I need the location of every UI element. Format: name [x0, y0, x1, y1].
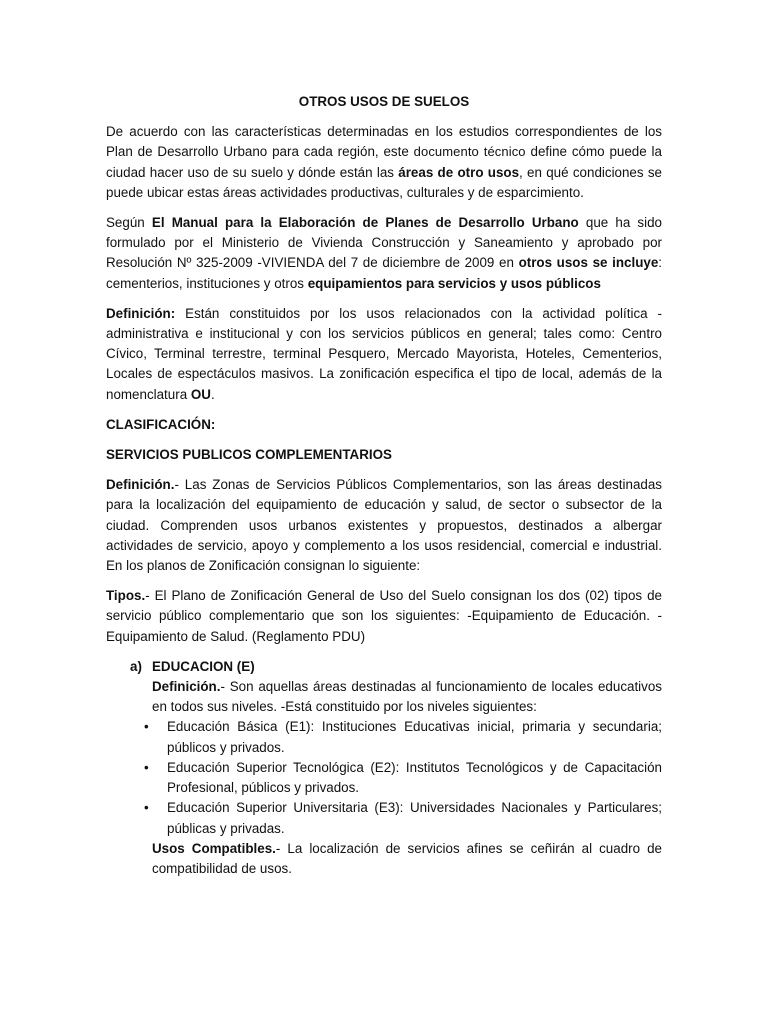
educacion-definition [152, 677, 662, 717]
manual-bold-equipamientos: equipamientos para servicios y usos públicos [307, 275, 601, 291]
clasificacion-heading: CLASIFICACIÓN: [106, 416, 216, 432]
definition-ou: OU [190, 386, 211, 402]
educacion-heading-text: EDUCACION (E) [152, 658, 255, 674]
educacion-heading [130, 657, 662, 677]
servicios-definition-paragraph [106, 475, 662, 576]
educacion-definition-label: Definición. [152, 679, 221, 695]
usos-compatibles-label: Usos Compatibles. [152, 840, 276, 856]
educacion-marker: a) [130, 658, 142, 674]
tipos-label: Tipos. [106, 588, 146, 604]
intro-text-1: De acuerdo con las características determinadas en los estudios correspondientes de los Plan de Desarrollo Urbano para cada región, este [106, 124, 662, 160]
manual-paragraph [106, 213, 662, 294]
list-item: • Educación Superior Tecnológica (E2): Institutos Tecnológicos y de Capacitación Profesional, públicos y privados. [152, 758, 662, 798]
document-title: OTROS USOS DE SUELOS [298, 94, 470, 109]
educacion-body [152, 677, 662, 879]
manual-text-1: Según [106, 215, 152, 231]
intro-text-3: , en qué condiciones se puede ubicar estas áreas actividades productivas, culturales y de esparcimiento. [106, 164, 663, 200]
manual-text-3: : cementerios, instituciones y otros [106, 255, 662, 291]
intro-bold-areas: áreas de otro usos [398, 164, 520, 180]
usos-compatibles-text: - La localización de servicios afines se ceñirán al cuadro de compatibilidad de usos. [152, 840, 662, 876]
intro-paragraph [106, 122, 662, 203]
definition-paragraph [106, 304, 662, 405]
tipos-text: - El Plano de Zonificación General de Uso del Suelo consignan los dos (02) tipos de servicio público complementario que son los siguientes: -Equipamiento de Educación. -Equipamiento de Salud. (Reglamento PDU) [106, 588, 662, 644]
definition-text: Están constituidos por los usos relacionados con la actividad política - administrativa e institucional y con los servicios públicos en general; tales como: Centro Cívico, Terminal terrestre, terminal Pesquero, Mercado Mayorista, Hoteles, Cementerios, Locales de espectáculos masivos. La zonificación especifica el tipo de local, además de la nomenclatura [106, 305, 662, 402]
definition-end: . [210, 386, 215, 402]
manual-bold-title: El Manual para la Elaboración de Planes de Desarrollo Urbano [151, 215, 579, 231]
educacion-levels-list [152, 717, 662, 838]
intro-text-documento: documento técnico [413, 144, 526, 160]
usos-compatibles-paragraph [152, 839, 662, 879]
educacion-section [130, 657, 662, 879]
servicios-definition-text: - Las Zonas de Servicios Públicos Complementarios, son las áreas destinadas para la localización del equipamiento de educación y salud, de sector o subsector de la ciudad. Comprenden usos urbanos existentes y propuestos, destinados a albergar actividades de servicio, apoyo y complemento a los usos residencial, comercial e industrial. En los planos de Zonificación consignan lo siguiente: [106, 477, 662, 574]
list-item: • Educación Superior Universitaria (E3): Universidades Nacionales y Particulares; públicas y privadas. [152, 798, 662, 838]
servicios-definition-label: Definición. [106, 477, 175, 493]
definition-label: Definición: [106, 305, 176, 321]
manual-text-2: que ha sido formulado por el Ministerio de Vivienda Construcción y Saneamiento y aprobado por Resolución Nº 325-2009 -VIVIENDA del 7 de diciembre de 2009 en [106, 215, 662, 271]
servicios-heading: SERVICIOS PUBLICOS COMPLEMENTARIOS [106, 447, 392, 463]
list-item: • Educación Básica (E1): Instituciones Educativas inicial, primaria y secundaria; públicos y privados. [152, 717, 662, 757]
intro-text-2: define cómo puede la ciudad hacer uso de su suelo y dónde están las [106, 144, 662, 180]
manual-bold-incluye: otros usos se incluye [518, 255, 659, 271]
tipos-paragraph [106, 586, 662, 647]
educacion-definition-text: - Son aquellas áreas destinadas al funcionamiento de locales educativos en todos sus niveles. -Está constituido por los niveles siguientes: [152, 679, 662, 715]
